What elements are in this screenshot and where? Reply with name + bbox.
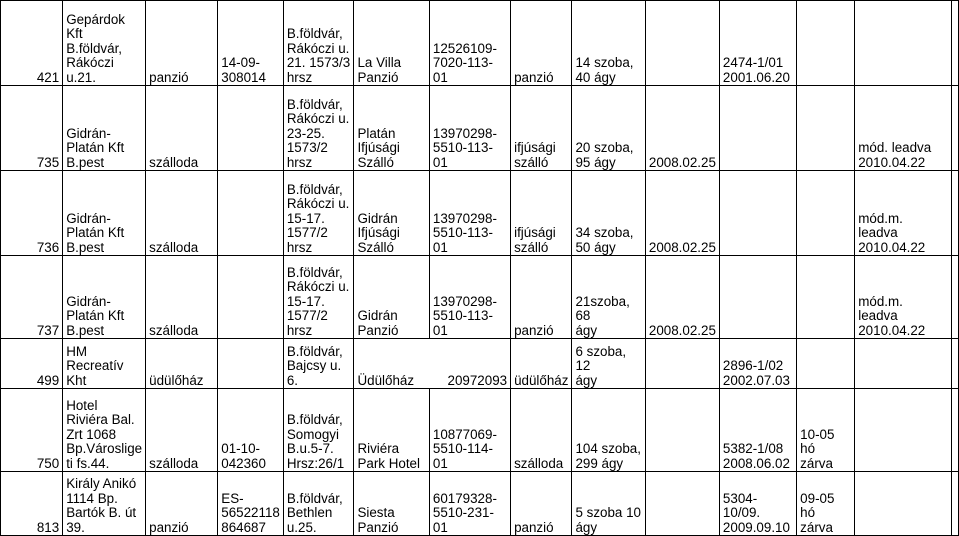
business-type: szálloda: [146, 389, 218, 472]
capacity: 34 szoba, 50 ágy: [572, 171, 645, 256]
tax-number: 60179328- 5510-231- 01: [429, 472, 510, 536]
permit-date: 2008.02.25: [645, 86, 719, 171]
modification-note: mód.m. leadva 2010.04.22: [855, 256, 952, 339]
registration-number: 01-10- 042360: [218, 389, 284, 472]
tax-number: 13970298- 5510-113- 01: [429, 171, 510, 256]
spacer-cell: [951, 472, 958, 536]
registration-number: 14-09- 308014: [218, 1, 284, 86]
address: B.földvár, Rákóczi u. 15-17. 1577/2 hrsz: [283, 171, 354, 256]
operator-name: HM Recreatív Kht: [63, 339, 146, 389]
table-row: [1, 171, 959, 256]
address: B.földvár, Rákóczi u. 23-25. 1573/2 hrsz: [283, 86, 354, 171]
modification-note: [855, 1, 952, 86]
license: 2474-1/01 2001.06.20: [719, 1, 796, 86]
tax-number: 13970298- 5510-113- 01: [429, 86, 510, 171]
unit-type: panzió: [511, 1, 572, 86]
address: B.földvár, Somogyi B.u.5-7. Hrsz:26/1: [283, 389, 354, 472]
business-type: szálloda: [146, 256, 218, 339]
operator-name: Hotel Riviéra Bal. Zrt 1068 Bp.Városlige ti fs.44.: [63, 389, 146, 472]
capacity: 5 szoba 10 ágy: [572, 472, 645, 536]
operator-name: Király Anikó 1114 Bp. Bartók B. út 39.: [63, 472, 146, 536]
operator-name: Gepárdok Kft B.földvár, Rákóczi u.21.: [63, 1, 146, 86]
unit-name: La Villa Panzió: [354, 1, 429, 86]
business-type: panzió: [146, 1, 218, 86]
permit-date: 2008.02.25: [645, 171, 719, 256]
operator-name: Gidrán- Platán Kft B.pest: [63, 86, 146, 171]
unit-type: ifjúsági szálló: [511, 86, 572, 171]
unit-name: Platán Ifjúsági Szálló: [354, 86, 429, 171]
modification-note: [855, 339, 952, 389]
operator-name: Gidrán- Platán Kft B.pest: [63, 171, 146, 256]
permit-date: [645, 339, 719, 389]
unit-type: üdülőház: [511, 339, 572, 389]
spacer-cell: [951, 86, 958, 171]
capacity: 21szoba, 68 ágy: [572, 256, 645, 339]
registration-number: ES- 56522118 864687: [218, 472, 284, 536]
unit-name: Riviéra Park Hotel: [354, 389, 429, 472]
table-row: [1, 86, 959, 171]
table-row: [1, 339, 959, 389]
unit-name: Gidrán Ifjúsági Szálló: [354, 171, 429, 256]
closed-period: 09-05 hó zárva: [797, 472, 855, 536]
unit-type: panzió: [511, 256, 572, 339]
table-row: [1, 472, 959, 536]
address: B.földvár, Rákóczi u. 21. 1573/3 hrsz: [283, 1, 354, 86]
permit-date: 2008.02.25: [645, 256, 719, 339]
modification-note: mód.m. leadva 2010.04.22: [855, 171, 952, 256]
license: [719, 86, 796, 171]
business-type: üdülőház: [146, 339, 218, 389]
address: B.földvár, Bajcsy u. 6.: [283, 339, 354, 389]
table-row: [1, 1, 959, 86]
modification-note: [855, 389, 952, 472]
tax-number: 13970298- 5510-113- 01: [429, 256, 510, 339]
capacity: 20 szoba, 95 ágy: [572, 86, 645, 171]
record-id: 750: [1, 389, 63, 472]
business-type: szálloda: [146, 86, 218, 171]
closed-period: [797, 256, 855, 339]
license: 5382-1/08 2008.06.02: [719, 389, 796, 472]
tax-number: 10877069- 5510-114- 01: [429, 389, 510, 472]
unit-type: ifjúsági szálló: [511, 171, 572, 256]
record-id: 737: [1, 256, 63, 339]
record-id: 736: [1, 171, 63, 256]
license: 5304-10/09. 2009.09.10: [719, 472, 796, 536]
license: [719, 171, 796, 256]
registration-number: [218, 171, 284, 256]
address: B.földvár, Bethlen u.25.: [283, 472, 354, 536]
unit-name-and-tax: [354, 339, 511, 389]
business-type: szálloda: [146, 171, 218, 256]
tax-number: 12526109- 7020-113- 01: [429, 1, 510, 86]
record-id: 499: [1, 339, 63, 389]
spacer-cell: [951, 256, 958, 339]
license: 2896-1/02 2002.07.03: [719, 339, 796, 389]
record-id: 813: [1, 472, 63, 536]
spacer-cell: [951, 339, 958, 389]
spacer-cell: [951, 1, 958, 86]
registration-number: [218, 339, 284, 389]
modification-note: [855, 472, 952, 536]
unit-name: Gidrán Panzió: [354, 256, 429, 339]
capacity: 104 szoba, 299 ágy: [572, 389, 645, 472]
license: [719, 256, 796, 339]
permit-date: [645, 1, 719, 86]
capacity: 6 szoba, 12 ágy: [572, 339, 645, 389]
business-type: panzió: [146, 472, 218, 536]
closed-period: 10-05 hó zárva: [797, 389, 855, 472]
spacer-cell: [951, 171, 958, 256]
operator-name: Gidrán- Platán Kft B.pest: [63, 256, 146, 339]
record-id: 735: [1, 86, 63, 171]
table-row: [1, 389, 959, 472]
registration-number: [218, 86, 284, 171]
capacity: 14 szoba, 40 ágy: [572, 1, 645, 86]
unit-name: Üdülőház: [357, 372, 415, 388]
unit-type: szálloda: [511, 389, 572, 472]
unit-type: panzió: [511, 472, 572, 536]
tax-number: 20972093: [447, 372, 508, 388]
registration-number: [218, 256, 284, 339]
closed-period: [797, 86, 855, 171]
modification-note: mód. leadva 2010.04.22: [855, 86, 952, 171]
spacer-cell: [951, 389, 958, 472]
address: B.földvár, Rákóczi u. 15-17. 1577/2 hrsz: [283, 256, 354, 339]
closed-period: [797, 171, 855, 256]
unit-name: Siesta Panzió: [354, 472, 429, 536]
table-row: [1, 256, 959, 339]
permit-date: [645, 472, 719, 536]
permit-date: [645, 389, 719, 472]
closed-period: [797, 339, 855, 389]
record-id: 421: [1, 1, 63, 86]
closed-period: [797, 1, 855, 86]
